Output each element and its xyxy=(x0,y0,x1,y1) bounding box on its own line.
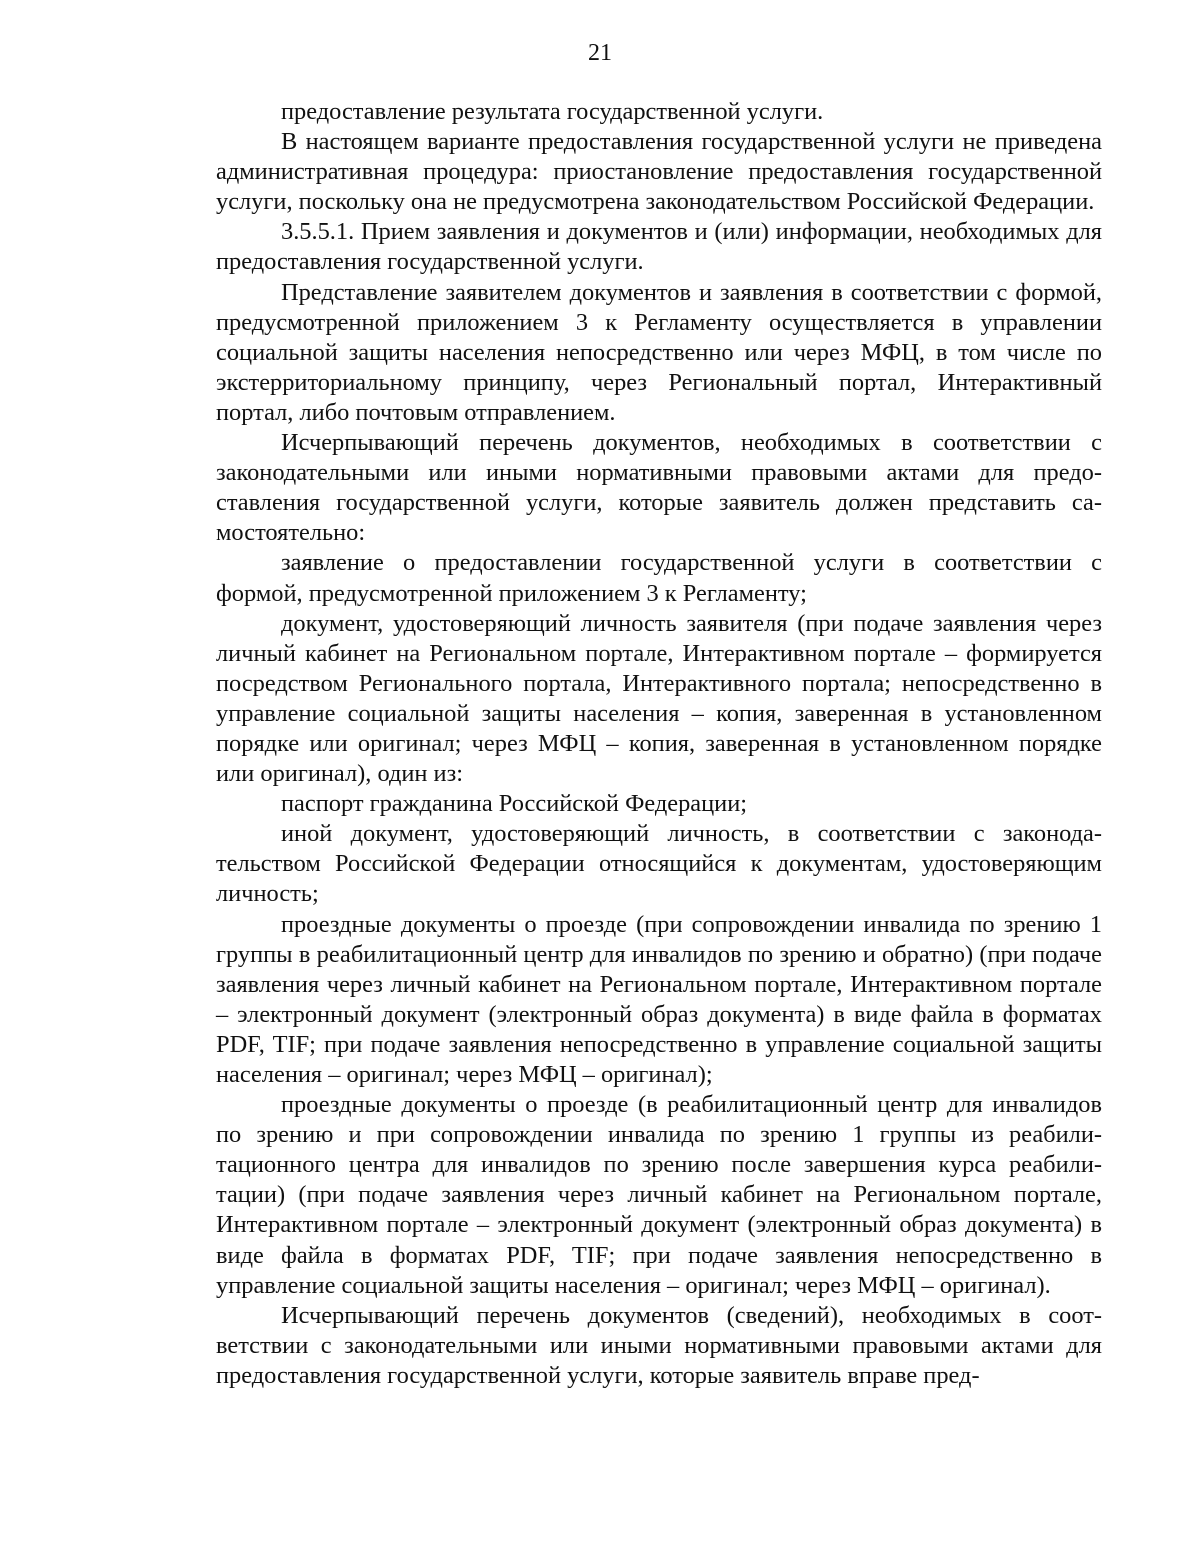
paragraph-other-identity-document: иной документ, удостоверяющий личность, в соответствии с законодательством Российской Федерации относящийся к документам, удостоверяющим личность; xyxy=(216,820,1102,908)
paragraph-travel-documents-escort: проездные документы о проезде (при сопровождении инвалида по зрению 1 группы в реабилитационный центр для инвалидов по зрению и обратно) (при подаче заявления через личный кабинет на Региональном портале, Интерактивном портале – электронный документ (электронный образ документа) в виде файла в форматах PDF, TIF; при подаче заявления непосредственно в управление социальной защиты населения – оригинал; через МФЦ – оригинал); xyxy=(216,910,1102,1088)
paragraph-required-documents-intro: Исчерпывающий перечень документов, необходимых в соответствии с законодательными или иными нормативными правовыми актами для предоставления государственной услуги, которые заявитель должен представить самостоятельно: xyxy=(216,429,1102,547)
paragraph-result-delivery: предоставление результата государственной услуги. xyxy=(281,98,824,125)
paragraph-optional-documents-intro: Исчерпывающий перечень документов (сведений), необходимых в соответствии с законодательными или иными нормативными правовыми актами для предоставления государственной услуги, которые заявитель вправе пред- xyxy=(216,1301,1102,1389)
paragraph-submission-methods: Представление заявителем документов и заявления в соответствии с формой, предусмотренной приложением 3 к Регламенту осуществляется в управлении социальной защиты населения непосредственно или через МФЦ, в том числе по экстерриториальному принципу, через Региональный портал, Интерактивный портал, либо почтовым отправлением. xyxy=(216,278,1102,426)
paragraph-suspension-note: В настоящем варианте предоставления государственной услуги не приведена административная процедура: приостановление предоставления государственной услуги, поскольку она не предусмотрена законодательством Российской Федерации. xyxy=(216,128,1102,216)
paragraph-section-3-5-5-1: 3.5.5.1. Прием заявления и документов и (или) информации, необходимых для предоставления государственной услуги. xyxy=(216,218,1102,276)
page-number: 21 xyxy=(588,40,612,66)
paragraph-application-form: заявление о предоставлении государственной услуги в соответствии с формой, предусмотренной приложением 3 к Регламенту; xyxy=(216,549,1102,607)
paragraph-travel-documents-rehab: проездные документы о проезде (в реабилитационный центр для инвалидов по зрению и при сопровождении инвалида по зрению 1 группы из реабилитационного центра для инвалидов по зрению после завершения курса реабилитации) (при подаче заявления через личный кабинет на Региональном портале, Интерактивном портале – электронный документ (электронный образ документа) в виде файла в форматах PDF, TIF; при подаче заявления непосредственно в управление социальной защиты населения – оригинал; через МФЦ – оригинал). xyxy=(216,1091,1102,1299)
paragraph-passport: паспорт гражданина Российской Федерации; xyxy=(281,790,748,818)
paragraph-identity-document: документ, удостоверяющий личность заявителя (при подаче заявления через личный кабинет на Региональном портале, Интерактивном портале – формируется посредством Регионального портала, Интерактивного портала; непосредственно в управление социальной защиты населения – копия, заверенная в установленном порядке или оригинал; через МФЦ – копия, заверенная в установленном порядке или оригинал), один из: xyxy=(216,609,1102,788)
document-body xyxy=(216,97,1102,1391)
